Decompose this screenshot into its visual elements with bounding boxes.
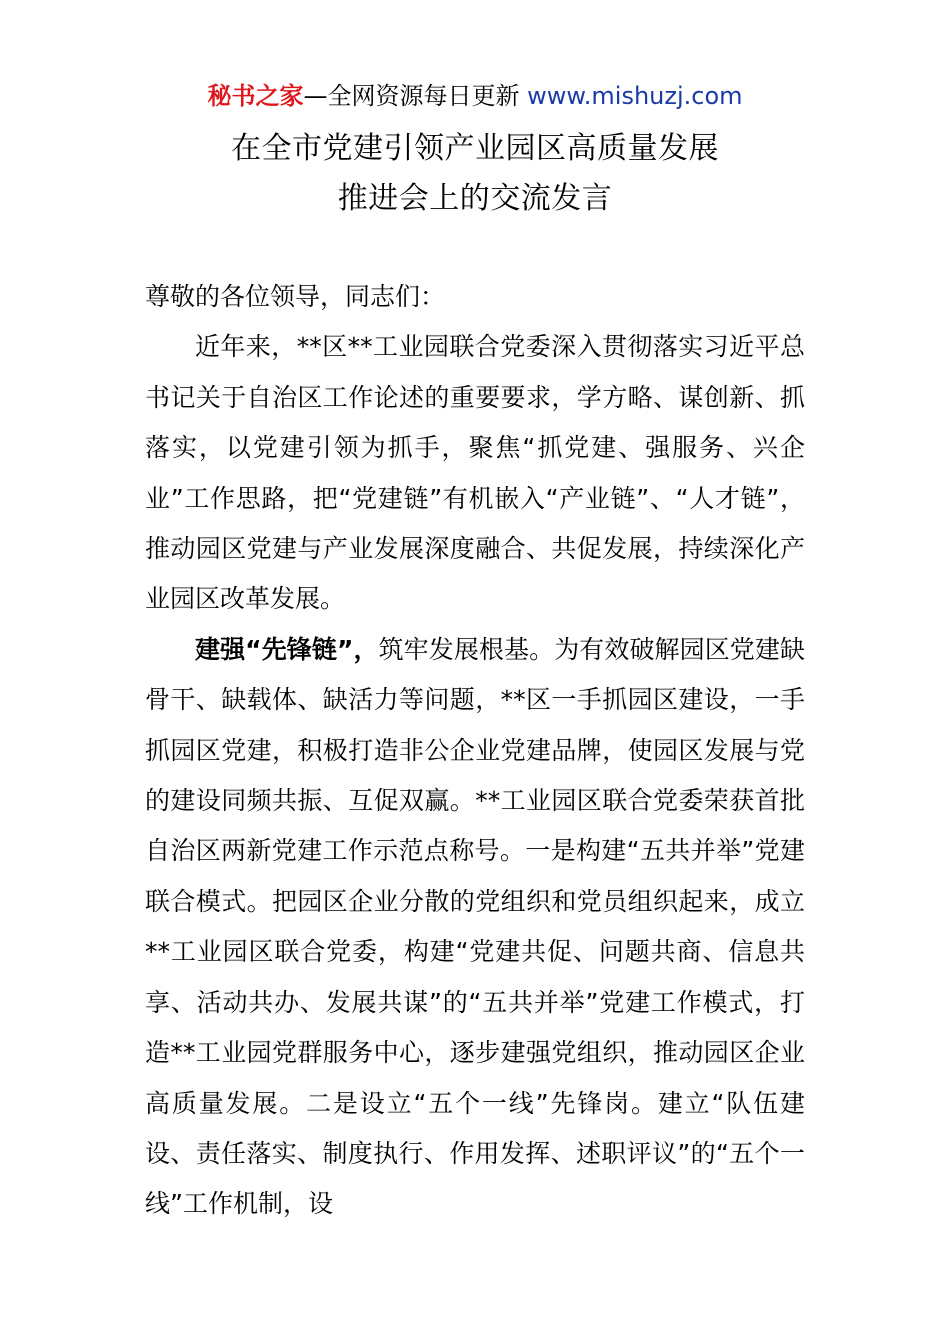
document-title-line-1: 在全市党建引领产业园区高质量发展 (231, 131, 719, 166)
paragraph-body: 筑牢发展根基。为有效破解园区党建缺骨干、缺载体、缺活力等问题，**区一手抓园区建设，一手抓园区党建，积极打造非公企业党建品牌，使园区发展与党的建设同频共振、互促双赢。**工业园区联合党委荣获首批自治区两新党建工作示范点称号。一是构建“五共并举”党建联合模式。把园区企业分散的党组织和党员组织起来，成立**工业园区联合党委，构建“党建共促、问题共商、信息共享、活动共办、发展共谋”的“五共并举”党建工作模式，打造**工业园党群服务中心，逐步建强党组织，推动园区企业高质量发展。二是设立“五个一线”先锋岗。建立“队伍建设、责任落实、制度执行、作用发挥、述职评议”的“五个一线”工作机制，设 (145, 634, 805, 1219)
site-header (0, 78, 950, 114)
document-title-line-2: 推进会上的交流发言 (337, 181, 613, 216)
paragraph-intro: 近年来，**区**工业园联合党委深入贯彻落实习近平总书记关于自治区工作论述的重要要求，学方略、谋创新、抓落实，以党建引领为抓手，聚焦“抓党建、强服务、兴企业”工作思路，把“党建链”有机嵌入“产业链”、“人才链”，推动园区党建与产业发展深度融合、共促发展，持续深化产业园区改革发展。 (145, 332, 805, 614)
paragraph-pioneer-chain (145, 625, 805, 1230)
site-url-link[interactable]: www.mishuzj.com (527, 82, 743, 110)
brand-name: 秘书之家 (207, 82, 304, 110)
document-body (145, 272, 805, 1230)
salutation: 尊敬的各位领导，同志们： (145, 282, 446, 311)
paragraph-lead-heading: 建强“先锋链”， (195, 634, 379, 664)
site-tagline: —全网资源每日更新 (303, 82, 528, 110)
